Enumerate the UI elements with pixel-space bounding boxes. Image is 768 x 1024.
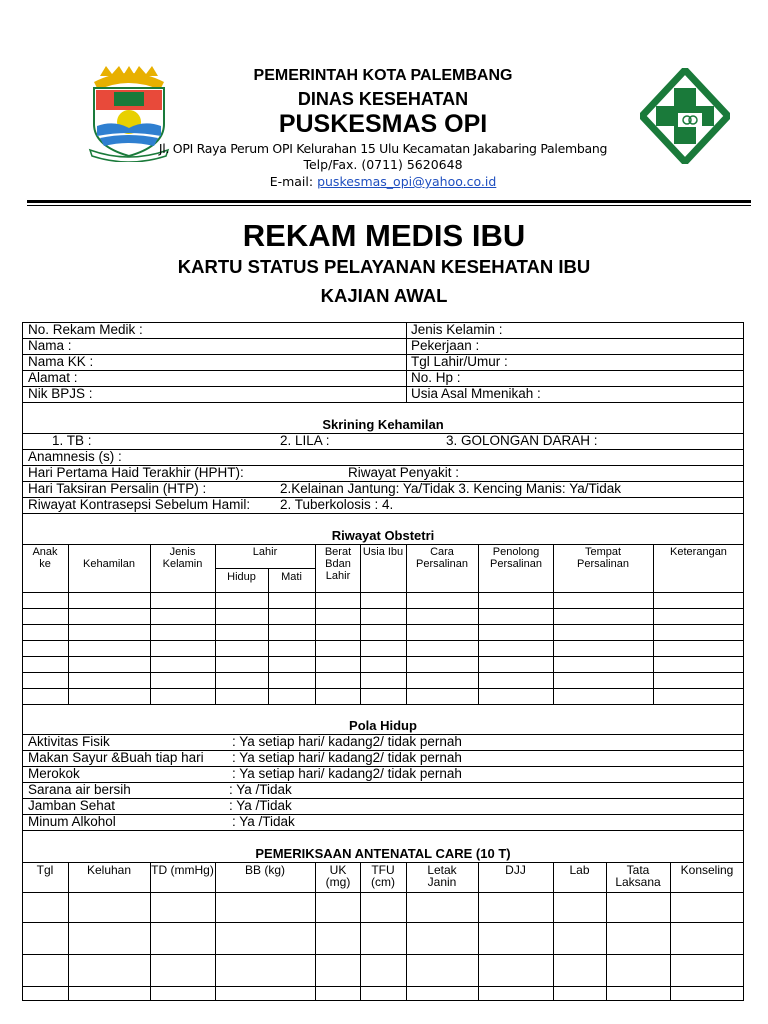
field-hpht[interactable]: Hari Pertama Haid Terakhir (HPHT): — [28, 465, 244, 480]
anc-col-uk: UK (mg) — [325, 863, 351, 889]
anc-col-bb: BB (kg) — [244, 863, 285, 877]
field-kelainan[interactable]: 2.Kelainan Jantung: Ya/Tidak 3. Kencing Manis: Ya/Tidak — [280, 481, 621, 496]
field-riwayat-penyakit[interactable]: Riwayat Penyakit : — [348, 465, 460, 480]
pola-value-alkohol[interactable]: : Ya /Tidak — [232, 814, 295, 829]
identity-divider — [406, 322, 407, 402]
grid-line — [22, 954, 744, 955]
field-alamat[interactable]: Alamat : — [28, 370, 78, 385]
section-obstetri-title: Riwayat Obstetri — [331, 528, 435, 543]
grid-line — [22, 830, 744, 831]
col-tempat-persalinan: Tempat Persalinan — [577, 546, 629, 570]
anc-col-tata-laksana: Tata Laksana — [615, 863, 661, 889]
pola-value-jamban[interactable]: : Ya /Tidak — [229, 798, 292, 813]
section-skrining-title: Skrining Kehamilan — [322, 417, 444, 432]
field-golongan-darah[interactable]: 3. GOLONGAN DARAH : — [446, 433, 598, 448]
email-link[interactable]: puskesmas_opi@yahoo.co.id — [317, 174, 497, 189]
col-mati: Mati — [281, 571, 302, 583]
document-title: REKAM MEDIS IBU — [242, 218, 526, 253]
grid-line — [22, 640, 744, 641]
document-section-title: KAJIAN AWAL — [320, 285, 448, 306]
pola-label-merokok: Merokok — [28, 766, 80, 781]
grid-line — [360, 544, 361, 704]
grid-line — [150, 862, 151, 1001]
header-email-line — [150, 174, 616, 189]
email-label: E-mail: — [269, 174, 318, 189]
header-phone: Telp/Fax. (0711) 5620648 — [303, 157, 463, 172]
grid-line — [22, 354, 744, 355]
col-usia-ibu: Usia Ibu — [362, 546, 404, 558]
field-lila[interactable]: 2. LILA : — [280, 433, 330, 448]
header-address: Jl. OPI Raya Perum OPI Kelurahan 15 Ulu Kecamatan Jakabaring Palembang — [158, 141, 608, 156]
col-keterangan: Keterangan — [670, 546, 727, 558]
puskesmas-cross-logo-icon — [640, 68, 730, 164]
grid-line — [22, 922, 744, 923]
grid-line — [653, 544, 654, 704]
grid-line — [606, 862, 607, 1001]
field-tb[interactable]: 1. TB : — [52, 433, 92, 448]
grid-line — [478, 544, 479, 704]
anc-col-keluhan: Keluhan — [86, 863, 132, 877]
header-government: PEMERINTAH KOTA PALEMBANG — [253, 67, 513, 84]
col-penolong-persalinan: Penolong Persalinan — [490, 546, 542, 570]
field-tuberkolosis[interactable]: 2. Tuberkolosis : 4. — [280, 497, 394, 512]
grid-line — [215, 568, 315, 569]
pola-label-jamban: Jamban Sehat — [28, 798, 116, 813]
col-berat-badan-lahir: Berat Bdan Lahir — [324, 546, 352, 582]
field-kontrasepsi[interactable]: Riwayat Kontrasepsi Sebelum Hamil: — [28, 497, 251, 512]
grid-line — [22, 608, 744, 609]
anc-col-djj: DJJ — [505, 863, 526, 877]
section-anc-title: PEMERIKSAAN ANTENATAL CARE (10 T) — [255, 846, 511, 861]
grid-line — [315, 544, 316, 704]
pola-value-air[interactable]: : Ya /Tidak — [229, 782, 292, 797]
grid-line — [22, 672, 744, 673]
field-anamnesis[interactable]: Anamnesis (s) : — [28, 449, 122, 464]
field-no-rekam-medik[interactable]: No. Rekam Medik : — [28, 322, 143, 337]
grid-line — [268, 568, 269, 704]
pola-value-aktivitas[interactable]: : Ya setiap hari/ kadang2/ tidak pernah — [232, 734, 462, 749]
field-htp[interactable]: Hari Taksiran Persalin (HTP) : — [28, 481, 207, 496]
grid-line — [22, 402, 744, 403]
grid-line — [22, 433, 744, 434]
field-jenis-kelamin[interactable]: Jenis Kelamin : — [411, 322, 503, 337]
pola-value-sayur[interactable]: : Ya setiap hari/ kadang2/ tidak pernah — [232, 750, 462, 765]
field-nama-kk[interactable]: Nama KK : — [28, 354, 94, 369]
header-puskesmas: PUSKESMAS OPI — [278, 110, 488, 138]
field-tgl-lahir[interactable]: Tgl Lahir/Umur : — [411, 354, 508, 369]
grid-line — [670, 862, 671, 1001]
pola-label-sayur: Makan Sayur &Buah tiap hari — [28, 750, 204, 765]
anc-col-lab: Lab — [569, 863, 590, 877]
grid-line — [22, 513, 744, 514]
pola-value-merokok[interactable]: : Ya setiap hari/ kadang2/ tidak pernah — [232, 766, 462, 781]
pola-label-alkohol: Minum Alkohol — [28, 814, 116, 829]
col-jenis-kelamin: Jenis Kelamin — [162, 546, 203, 570]
anc-col-konseling: Konseling — [680, 863, 734, 877]
anc-col-tgl: Tgl — [36, 863, 54, 877]
col-anak-ke: Anak ke — [32, 546, 58, 570]
grid-line — [315, 862, 316, 1001]
grid-line — [22, 592, 744, 593]
anc-col-letak-janin: Letak Janin — [427, 863, 457, 889]
grid-line — [553, 544, 554, 704]
grid-line — [553, 862, 554, 1001]
grid-line — [215, 544, 216, 704]
grid-line — [22, 386, 744, 387]
col-hidup: Hidup — [227, 571, 256, 583]
header-department: DINAS KESEHATAN — [297, 89, 469, 109]
col-cara-persalinan: Cara Persalinan — [416, 546, 468, 570]
grid-line — [22, 798, 744, 799]
grid-line — [360, 862, 361, 1001]
grid-line — [406, 544, 407, 704]
grid-line — [22, 814, 744, 815]
col-kehamilan: Kehamilan — [83, 558, 135, 570]
grid-line — [22, 688, 744, 689]
anc-col-tfu: TFU (cm) — [371, 863, 395, 889]
field-usia-menikah[interactable]: Usia Asal Mmenikah : — [411, 386, 541, 401]
grid-line — [22, 892, 744, 893]
field-no-hp[interactable]: No. Hp : — [411, 370, 461, 385]
field-nama[interactable]: Nama : — [28, 338, 72, 353]
section-pola-hidup-title: Pola Hidup — [349, 718, 417, 733]
grid-line — [22, 544, 744, 545]
grid-line — [22, 704, 744, 705]
field-pekerjaan[interactable]: Pekerjaan : — [411, 338, 480, 353]
grid-line — [215, 862, 216, 1001]
header-rule-thin — [27, 205, 751, 206]
grid-line — [22, 624, 744, 625]
field-nik-bpjs[interactable]: Nik BPJS : — [28, 386, 93, 401]
grid-line — [406, 862, 407, 1001]
anc-col-td: TD (mmHg) — [151, 863, 214, 877]
grid-line — [478, 862, 479, 1001]
grid-line — [22, 338, 744, 339]
grid-line — [22, 656, 744, 657]
grid-line — [22, 986, 744, 987]
col-lahir: Lahir — [252, 546, 278, 558]
header-rule-thick — [27, 200, 751, 203]
pola-label-aktivitas: Aktivitas Fisik — [28, 734, 110, 749]
document-subtitle: KARTU STATUS PELAYANAN KESEHATAN IBU — [177, 256, 591, 277]
pola-label-air: Sarana air bersih — [28, 782, 131, 797]
grid-line — [22, 449, 744, 450]
grid-line — [22, 370, 744, 371]
grid-line — [68, 862, 69, 1001]
